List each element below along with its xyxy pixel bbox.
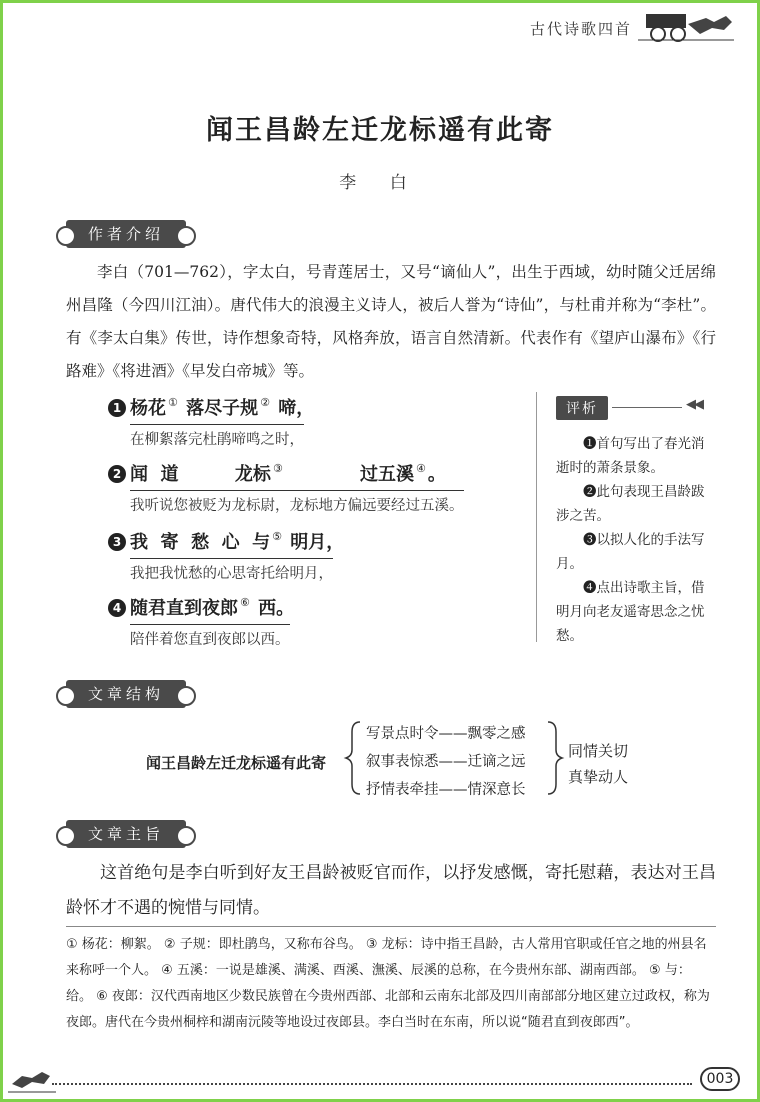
footnote-marker: ④ (416, 462, 426, 475)
analysis-body (556, 432, 716, 648)
section-header-structure: 文章结构 (66, 680, 186, 708)
footnotes: ① 杨花：柳絮。 ② 子规：即杜鹃鸟，又称布谷鸟。 ③ 龙标：诗中指王昌龄，古人常用官职或任官之地的州县名来称呼一个人。 ④ 五溪：一说是雄溪、满溪、酉溪、潕溪、辰溪的总称，在今贵州东部、湖南西部。 ⑤ 与：给。 ⑥ 夜郎：汉代西南地区少数民族曾在今贵州西部、北部和云南东北部及四川南部部分地区建立过政权，称为夜郎。唐代在今贵州桐梓和湖南沅陵等地设过夜郎县。李白当时在东南，所以说“随君直到夜郎西”。 (66, 937, 710, 1030)
analysis-rule (612, 407, 682, 408)
author-bio: 李白（701—762），字太白，号青莲居士，又号“谪仙人”，出生于西域，幼时随父迁居绵州昌隆（今四川江油）。唐代伟大的浪漫主义诗人，被后人誉为“诗仙”，与杜甫并称为“李杜”。有《李太白集》传世，诗作想象奇特，风格奔放，语言自然清新。代表作有《望庐山瀑布》《行路难》《将进酒》《早发白帝城》等。 (66, 263, 716, 380)
verse-text: 落尽子规 (179, 398, 259, 419)
verse-translation: 在柳絮落完杜鹃啼鸣之时， (130, 424, 304, 449)
poem-author: 李 白 (339, 173, 421, 193)
verse-text: 闻 道 龙标 (130, 464, 271, 485)
structure-row: 抒情表牵挂——情深意长 (366, 782, 526, 798)
verse-number: 1 (108, 399, 126, 417)
analysis-divider (536, 392, 537, 642)
bottom-dotted-rule (52, 1083, 692, 1085)
structure-conclusion-line: 同情关切 (568, 742, 629, 760)
analysis-item: ❶首句写出了春光消逝时的萧条景象。 (556, 436, 705, 476)
verse-translation: 我听说您被贬为龙标尉，龙标地方偏远要经过五溪。 (130, 490, 464, 515)
structure-root: 闻王昌龄左迁龙标遥有此寄 (146, 754, 327, 772)
verse-number: 4 (108, 599, 126, 617)
verse-number: 3 (108, 533, 126, 551)
page-number: 003 (700, 1067, 740, 1091)
analysis-item: ❹点出诗歌主旨，借明月向老友遥寄思念之忧愁。 (556, 580, 705, 644)
verse-text: 我 寄 愁 心 与 (130, 532, 271, 553)
verse-2 (108, 460, 464, 515)
verse-text: 啼， (272, 398, 315, 419)
footnote-divider (66, 926, 716, 927)
verse-3 (108, 528, 344, 583)
verse-text: 过五溪 (284, 464, 415, 485)
footnote-marker: ① (168, 396, 178, 409)
section-header-theme: 文章主旨 (66, 820, 186, 848)
verse-text: 西。 (251, 598, 295, 619)
verse-1 (108, 394, 314, 449)
verse-text: 。 (427, 464, 446, 485)
verse-text: 随君直到夜郎 (130, 598, 238, 619)
section-header-author-intro: 作者介绍 (66, 220, 186, 248)
footnote-marker: ③ (272, 462, 283, 475)
structure-conclusion-line: 真挚动人 (568, 768, 629, 786)
horse-decoration-icon (8, 1060, 56, 1094)
verse-4 (108, 594, 294, 649)
verse-translation: 我把我忧愁的心思寄托给明月， (130, 558, 333, 583)
analysis-item: ❷此句表现王昌龄跋涉之苦。 (556, 484, 705, 524)
footnote-marker: ⑥ (240, 596, 250, 609)
structure-row: 叙事表惊悉——迁谪之远 (366, 754, 526, 770)
structure-row: 写景点时令——飘零之感 (366, 726, 526, 742)
double-arrow-left-icon: ◀◀ (686, 397, 702, 412)
analysis-label: 评析 (556, 396, 608, 420)
poem-title: 闻王昌龄左迁龙标遥有此寄 (206, 115, 554, 146)
chariot-decoration-icon (636, 8, 736, 42)
verse-text: 明月， (284, 532, 345, 553)
analysis-item: ❸以拟人化的手法写月。 (556, 532, 705, 572)
book-section-title: 古代诗歌四首 (530, 20, 633, 38)
verse-translation: 陪伴着您直到夜郎以西。 (130, 624, 290, 649)
footnote-marker: ② (260, 396, 271, 409)
verse-text: 杨花 (130, 398, 166, 419)
structure-conclusion (568, 738, 628, 790)
verse-number: 2 (108, 465, 126, 483)
footnote-marker: ⑤ (272, 530, 283, 543)
theme-summary: 这首绝句是李白听到好友王昌龄被贬官而作，以抒发感慨，寄托慰藉，表达对王昌龄怀才不遇的惋惜与同情。 (66, 863, 716, 918)
